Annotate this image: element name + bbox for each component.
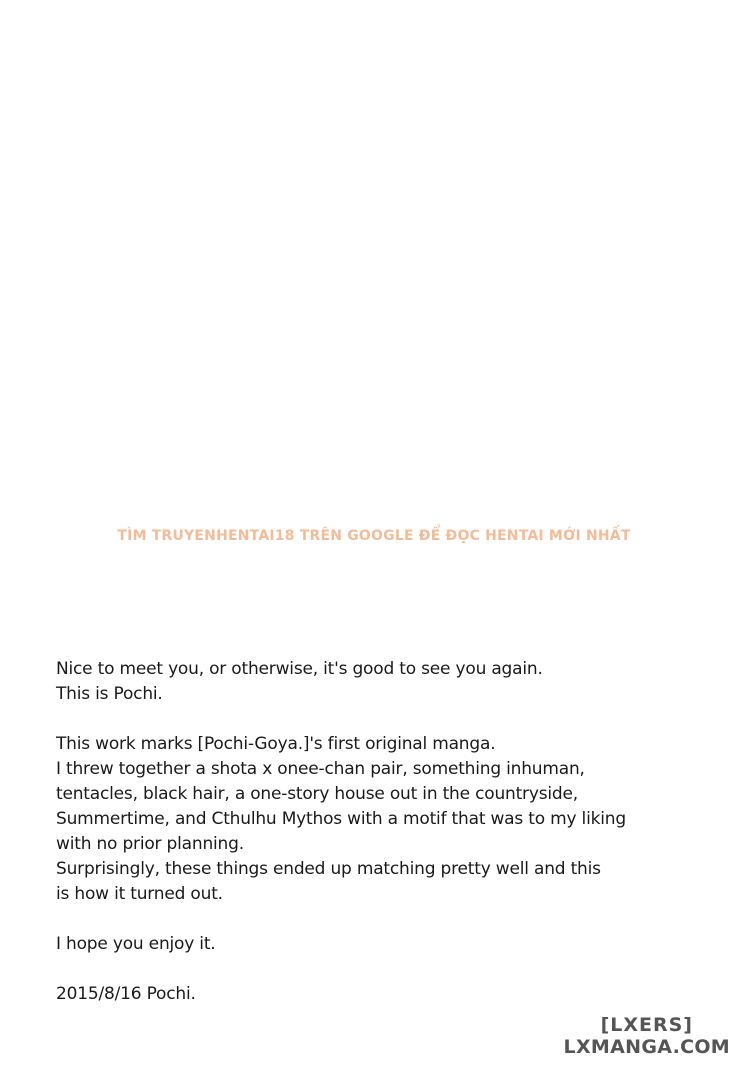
afterword-paragraph-greeting xyxy=(56,657,676,707)
scanlator-brand xyxy=(564,1014,730,1058)
text-line: This is Pochi. xyxy=(56,684,163,704)
text-line: Summertime, and Cthulhu Mythos with a motif that was to my liking xyxy=(56,809,626,829)
text-line: tentacles, black hair, a one-story house out in the countryside, xyxy=(56,784,578,804)
afterword-paragraph-body xyxy=(56,732,676,907)
text-line: Surprisingly, these things ended up matching pretty well and this xyxy=(56,859,601,879)
site-watermark: TÌM TRUYENHENTAI18 TRÊN GOOGLE ĐỂ ĐỌC HENTAI MỚI NHẤT xyxy=(117,528,631,544)
text-line: Nice to meet you, or otherwise, it's good to see you again. xyxy=(56,659,543,679)
brand-site: LXMANGA.COM xyxy=(563,1036,730,1058)
signature-line: 2015/8/16 Pochi. xyxy=(56,984,196,1004)
afterword-paragraph-closing xyxy=(56,932,676,957)
brand-tag: [LXERS] xyxy=(600,1014,693,1036)
signature-date xyxy=(56,982,676,1007)
text-line: with no prior planning. xyxy=(56,834,244,854)
text-line: This work marks [Pochi-Goya.]'s first original manga. xyxy=(56,734,496,754)
afterword-text xyxy=(56,657,676,1007)
text-line: I hope you enjoy it. xyxy=(56,934,216,954)
text-line: I threw together a shota x onee-chan pair, something inhuman, xyxy=(56,759,585,779)
text-line: is how it turned out. xyxy=(56,884,223,904)
